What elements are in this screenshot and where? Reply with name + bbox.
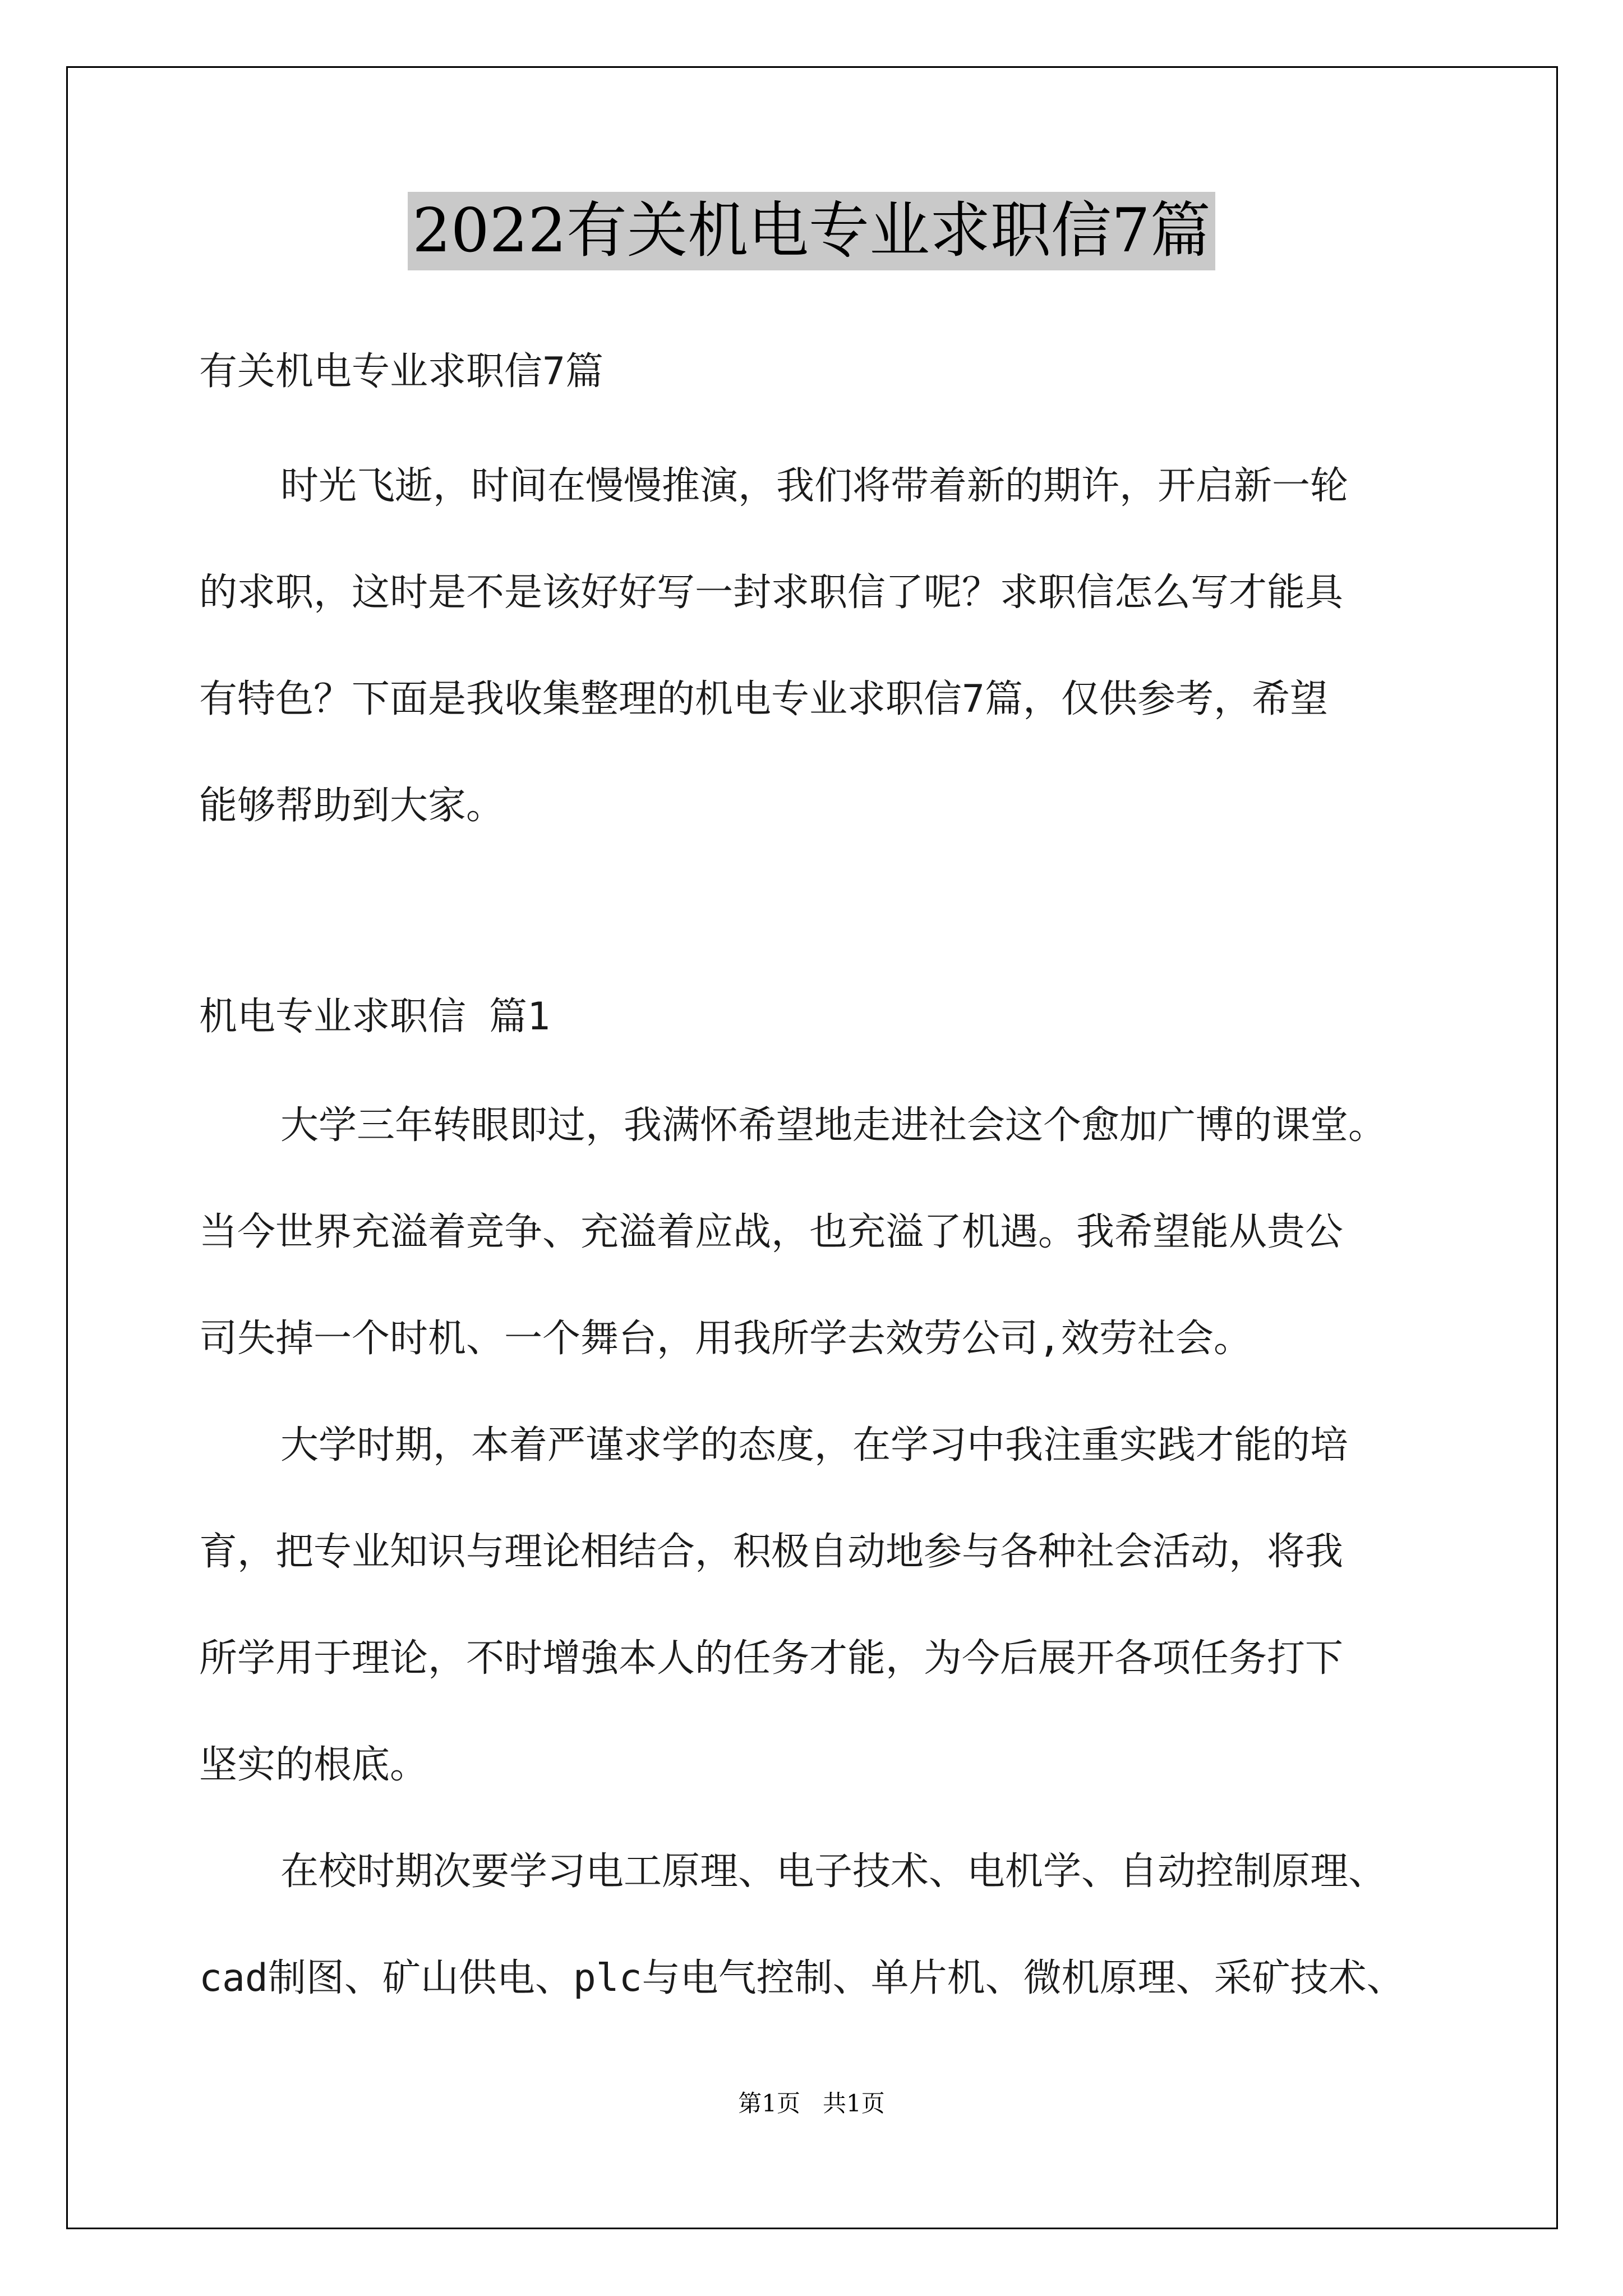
para1-line-1: 大学三年转眼即过，我满怀希望地走进社会这个愈加广博的课堂。 — [280, 1103, 1387, 1148]
para2-line-2: 育，把专业知识与理论相结合，积极自动地参与各种社会活动，将我 — [199, 1530, 1344, 1574]
page-footer: 第1页 共1页 — [738, 2090, 885, 2117]
intro-line-4: 能够帮助到大家。 — [199, 784, 505, 828]
document-title: 2022有关机电专业求职信7篇 — [408, 192, 1215, 270]
intro-line-3: 有特色？下面是我收集整理的机电专业求职信7篇，仅供参考，希望 — [199, 677, 1328, 721]
document-subtitle: 有关机电专业求职信7篇 — [199, 349, 603, 394]
para2-line-3: 所学用于理论，不时增強本人的任务才能，为今后展开各项任务打下 — [199, 1636, 1344, 1681]
para3-line-1: 在校时期次要学习电工原理、电子技术、电机学、自动控制原理、 — [280, 1849, 1387, 1894]
para2-line-4: 坚实的根底。 — [199, 1743, 428, 1787]
intro-line-1: 时光飞逝，时间在慢慢推演，我们将带着新的期许，开启新一轮 — [280, 464, 1349, 508]
para3-line-2: cad制图、矿山供电、plc与电气控制、单片机、微机原理、采矿技术、 — [199, 1956, 1405, 2000]
title-container — [0, 192, 1623, 270]
section-heading: 机电专业求职信 篇1 — [199, 995, 550, 1039]
intro-line-2: 的求职，这时是不是该好好写一封求职信了呢？求职信怎么写才能具 — [199, 570, 1344, 615]
para1-line-3: 司失掉一个时机、一个舞台，用我所学去效劳公司,效劳社会。 — [199, 1317, 1252, 1361]
para1-line-2: 当今世界充溢着竞争、充溢着应战，也充溢了机遇。我希望能从贵公 — [199, 1210, 1344, 1254]
para2-line-1: 大学时期，本着严谨求学的态度，在学习中我注重实践才能的培 — [280, 1423, 1349, 1467]
